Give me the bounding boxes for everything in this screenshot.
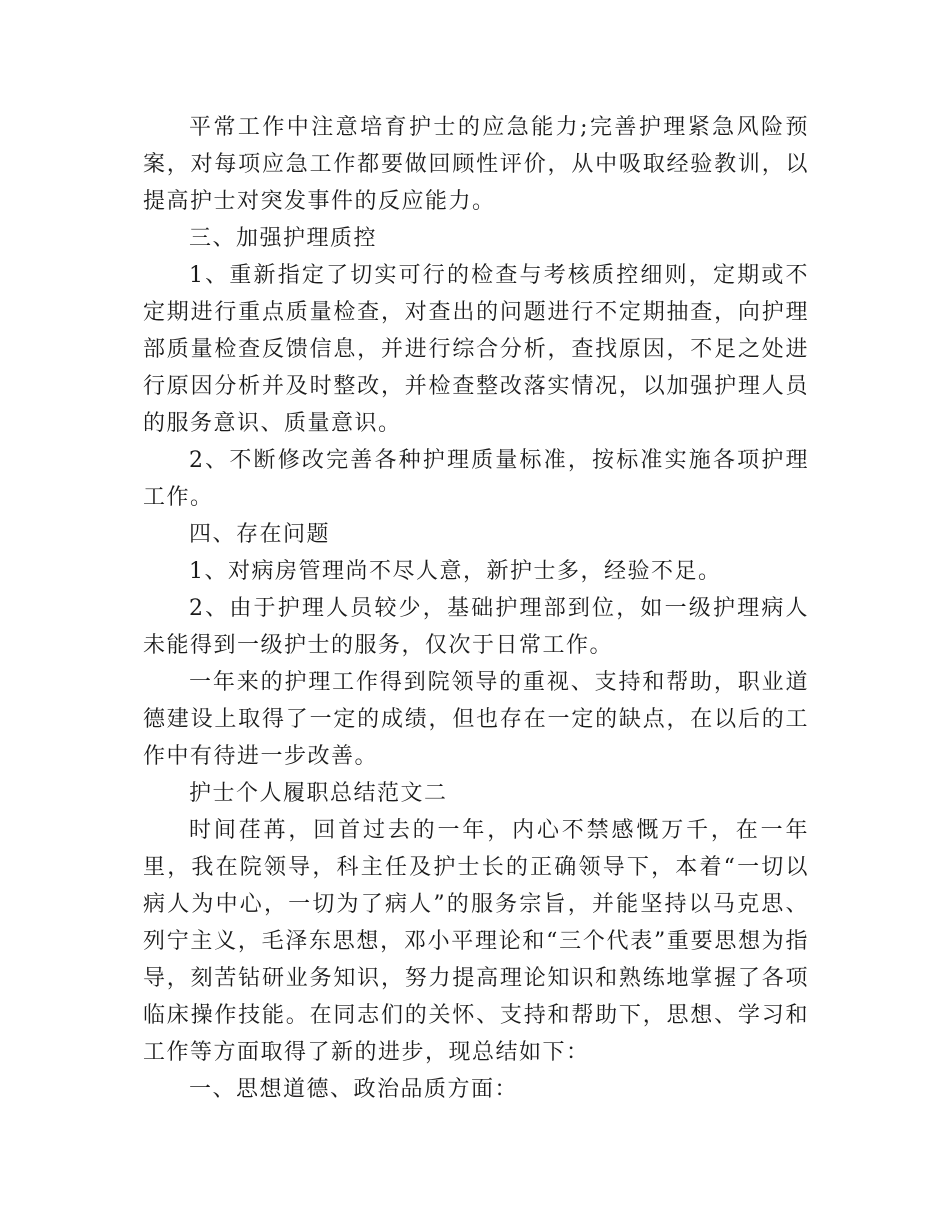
paragraph-year-summary: 一年来的护理工作得到院领导的重视、支持和帮助，职业道德建设上取得了一定的成绩，但也存在一定的缺点，在以后的工作中有待进一步改善。 (143, 670, 809, 769)
paragraph-problem-staffing: 2、由于护理人员较少，基础护理部到位，如一级护理病人未能得到一级护士的服务，仅次于日常工作。 (143, 596, 809, 658)
heading-sample-two: 护士个人履职总结范文二 (189, 781, 448, 806)
paragraph-quality-standards: 2、不断修改完善各种护理质量标准，按标准实施各项护理工作。 (143, 448, 809, 510)
heading-existing-problems: 四、存在问题 (189, 522, 331, 547)
paragraph-emergency-capability: 平常工作中注意培育护士的应急能力;完善护理紧急风险预案，对每项应急工作都要做回顾性评价，从中吸取经验教训，以提高护士对突发事件的反应能力。 (143, 115, 809, 214)
paragraph-problem-ward-management: 1、对病房管理尚不尽人意，新护士多，经验不足。 (189, 559, 722, 584)
heading-quality-control: 三、加强护理质控 (189, 226, 378, 251)
document-body (143, 109, 809, 1108)
paragraph-quality-inspection: 1、重新指定了切实可行的检查与考核质控细则，定期或不定期进行重点质量检查，对查出的问题进行不定期抽查，向护理部质量检查反馈信息，并进行综合分析，查找原因，不足之处进行原因分析并及时整改，并检查整改落实情况，以加强护理人员的服务意识、质量意识。 (143, 263, 809, 436)
paragraph-sample-two-intro: 时间荏苒，回首过去的一年，内心不禁感慨万千，在一年里，我在院领导，科主任及护士长的正确领导下，本着“一切以病人为中心，一切为了病人”的服务宗旨，并能坚持以马克思、列宁主义，毛泽东思想，邓小平理论和“三个代表”重要思想为指导，刻苦钻研业务知识，努力提高理论知识和熟练地掌握了各项临床操作技能。在同志们的关怀、支持和帮助下，思想、学习和工作等方面取得了新的进步，现总结如下： (143, 818, 809, 1065)
heading-ideology-morality: 一、思想道德、政治品质方面： (189, 1077, 519, 1102)
